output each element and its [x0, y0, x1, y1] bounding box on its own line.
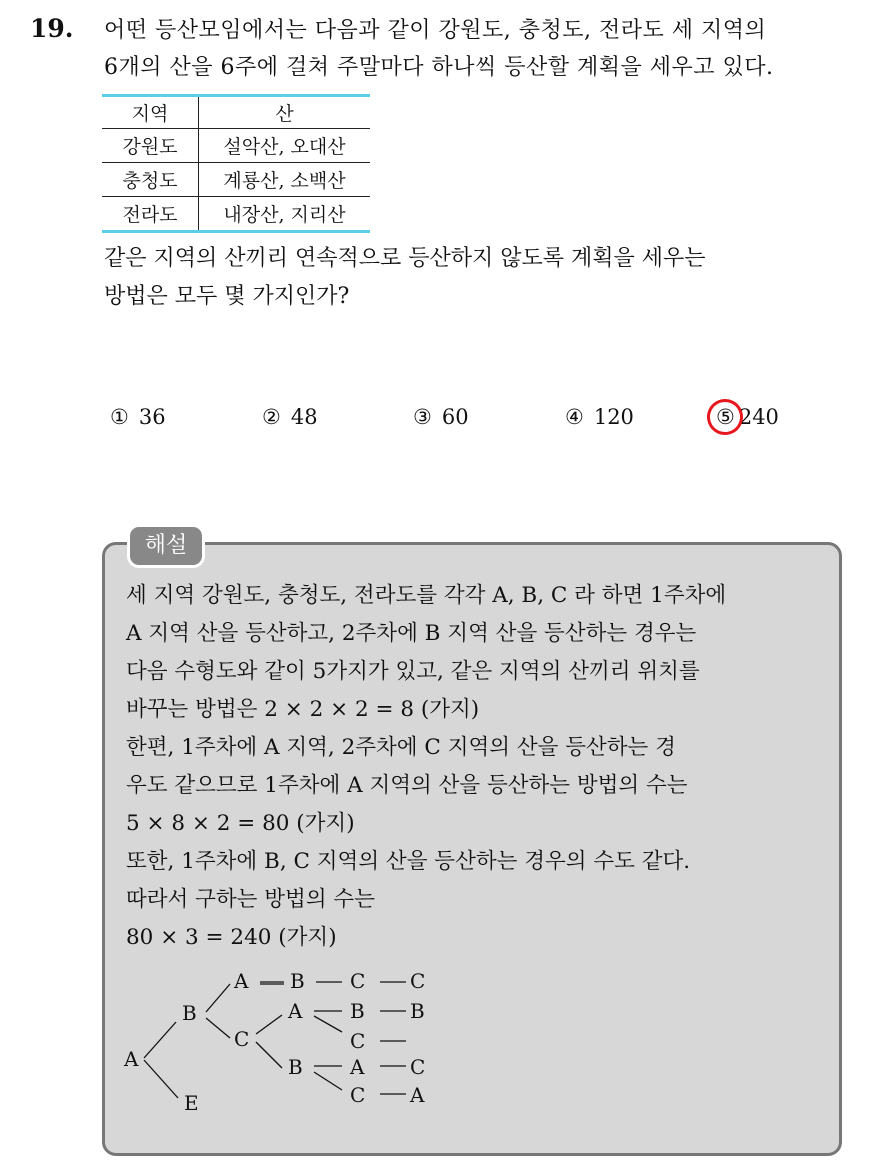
table-header-region: 지역 [102, 96, 199, 129]
choice-1[interactable] [110, 405, 166, 429]
tree-node: A [288, 999, 303, 1023]
question-prompt [104, 240, 864, 316]
tree-diagram [110, 960, 450, 1160]
tree-edge [314, 1072, 342, 1090]
tree-node: C [234, 1027, 250, 1051]
solution-text [126, 577, 826, 957]
solution-tab: 해설 [127, 524, 205, 568]
solution-line: 또한, 1주차에 B, C 지역의 산을 등산하는 경우의 수도 같다. [126, 849, 691, 874]
tree-edge [144, 1060, 178, 1098]
solution-line: 바꾸는 방법은 2 × 2 × 2 = 8 (가지) [126, 697, 480, 722]
question-line: 어떤 등산모임에서는 다음과 같이 강원도, 충청도, 전라도 세 지역의 [104, 18, 767, 43]
tree-node: C [410, 969, 426, 993]
choice-value: 120 [593, 405, 634, 429]
choice-marker: ② [262, 405, 281, 429]
table-row [102, 163, 370, 197]
choice-marker: ④ [565, 405, 584, 429]
tree-node: B [290, 969, 305, 993]
tree-node: A [234, 969, 249, 993]
tree-node: E [184, 1091, 199, 1115]
question-number: 19. [30, 14, 74, 43]
choice-4[interactable] [565, 405, 634, 429]
tree-node: C [350, 969, 366, 993]
choice-3[interactable] [413, 405, 469, 429]
question-line: 6개의 산을 6주에 걸쳐 주말마다 하나씩 등산할 계획을 세우고 있다. [104, 55, 774, 80]
tree-edge [256, 1015, 282, 1034]
tree-node-root: A [124, 1047, 139, 1071]
tree-edge [206, 1018, 230, 1038]
table-row [102, 129, 370, 163]
tree-node: A [350, 1055, 365, 1079]
table-cell-region: 충청도 [102, 163, 199, 197]
choice-5[interactable] [716, 405, 779, 429]
tree-node: C [350, 1083, 366, 1107]
table-row [102, 197, 370, 232]
tree-node: B [288, 1055, 303, 1079]
table-cell-mountains: 설악산, 오대산 [223, 136, 346, 158]
tree-node: B [410, 999, 425, 1023]
solution-line: 따라서 구하는 방법의 수는 [126, 887, 375, 912]
solution-line: 5 × 8 × 2 = 80 (가지) [126, 811, 355, 836]
tree-edge [314, 1016, 342, 1032]
solution-line: 우도 같으므로 1주차에 A 지역의 산을 등산하는 방법의 수는 [126, 773, 688, 798]
choice-value: 60 [441, 405, 469, 429]
tree-edge [144, 1022, 176, 1058]
solution-line: 세 지역 강원도, 충청도, 전라도를 각각 A, B, C 라 하면 1주차에 [126, 583, 727, 608]
choice-value: 48 [290, 405, 318, 429]
table-cell-region: 강원도 [102, 129, 199, 163]
table-cell-region: 전라도 [102, 197, 199, 232]
table-header-mountain: 산 [199, 96, 371, 129]
tree-node: A [410, 1083, 425, 1107]
region-mountain-table [102, 94, 370, 233]
choice-value: 240 [738, 405, 779, 429]
tree-node: B [350, 999, 365, 1023]
tree-node: B [182, 1001, 197, 1025]
tree-node: C [410, 1055, 426, 1079]
choice-marker: ① [110, 405, 129, 429]
choice-marker: ⑤ [716, 405, 735, 429]
choice-value: 36 [138, 405, 166, 429]
prompt-line: 방법은 모두 몇 가지인가? [104, 284, 350, 309]
solution-line: 다음 수형도와 같이 5가지가 있고, 같은 지역의 산끼리 위치를 [126, 659, 700, 684]
answer-choices [110, 405, 850, 441]
choice-marker: ③ [413, 405, 432, 429]
solution-line: 80 × 3 = 240 (가지) [126, 925, 337, 950]
question-text [104, 12, 864, 86]
selected-answer-circle [702, 394, 748, 440]
solution-line: A 지역 산을 등산하고, 2주차에 B 지역 산을 등산하는 경우는 [126, 621, 697, 646]
prompt-line: 같은 지역의 산끼리 연속적으로 등산하지 않도록 계획을 세우는 [104, 246, 706, 271]
tree-edge [206, 984, 230, 1012]
tree-node: C [350, 1029, 366, 1053]
table-cell-mountains: 내장산, 지리산 [199, 197, 371, 232]
solution-line: 한편, 1주차에 A 지역, 2주차에 C 지역의 산을 등산하는 경 [126, 735, 676, 760]
choice-2[interactable] [262, 405, 318, 429]
tree-edge [256, 1042, 282, 1068]
table-cell-mountains: 계룡산, 소백산 [199, 163, 371, 197]
